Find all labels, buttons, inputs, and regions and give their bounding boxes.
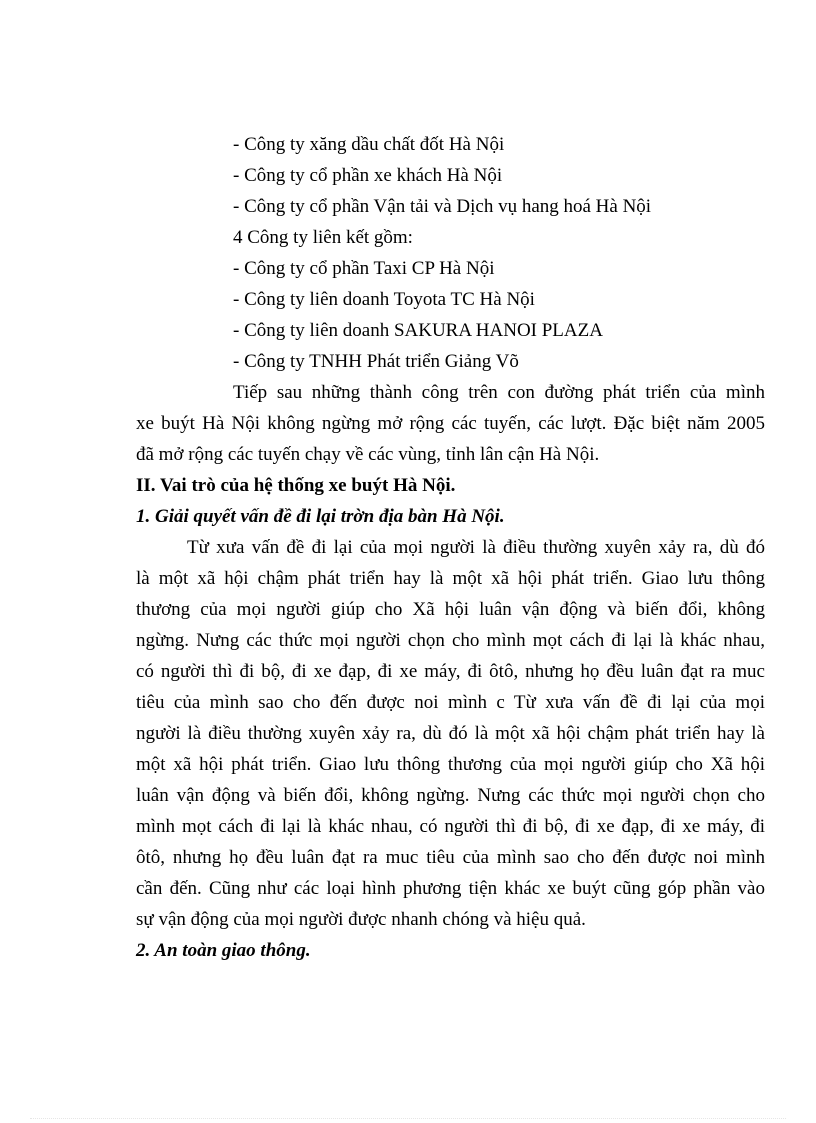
paragraph-line: luân vận động và biến đổi, không ngừng. Nưng các thức mọi người chọn cho	[136, 785, 765, 806]
paragraph-line: Tiếp sau những thành công trên con đường phát triển của mình	[233, 382, 765, 403]
paragraph-line: mình mọt cách đi lại là khác nhau, có người thì đi bộ, đi xe đạp, đi xe máy, đi	[136, 816, 765, 837]
paragraph-line: là một xã hội chậm phát triển hay là một xã hội phát triển. Giao lưu thông	[136, 568, 765, 589]
subheading: 1. Giải quyết vấn đề đi lại trờn địa bàn Hà Nội.	[136, 506, 505, 527]
list-item: - Công ty cổ phần xe khách Hà Nội	[233, 165, 503, 186]
section-heading: II. Vai trò của hệ thống xe buýt Hà Nội.	[136, 475, 456, 496]
paragraph-line: ôtô, nhưng họ đều luân đạt ra muc tiêu của mình sao cho đến được noi mình	[136, 847, 765, 868]
list-item: - Công ty cổ phần Vận tải và Dịch vụ hang hoá Hà Nội	[233, 196, 652, 217]
paragraph-line: xe buýt Hà Nội không ngừng mở rộng các tuyến, các lượt. Đặc biệt năm 2005	[136, 413, 765, 434]
paragraph-line: đã mở rộng các tuyến chạy về các vùng, tỉnh lân cận Hà Nội.	[136, 444, 600, 465]
page-bottom-rule	[30, 1118, 786, 1119]
paragraph-line: tiêu của mình sao cho đến được noi mình c Từ xưa vấn đề đi lại của mọi	[136, 692, 765, 713]
list-item: - Công ty TNHH Phát triển Giảng Võ	[233, 351, 519, 372]
paragraph-line: ngừng. Nưng các thức mọi người chọn cho mình mọt cách đi lại là khác nhau,	[136, 630, 765, 651]
paragraph-line: Từ xưa vấn đề đi lại của mọi người là điều thường xuyên xảy ra, dù đó	[187, 537, 765, 558]
subheading: 2. An toàn giao thông.	[136, 940, 311, 961]
paragraph-line: người là điều thường xuyên xảy ra, dù đó là một xã hội chậm phát triển hay là	[136, 723, 765, 744]
list-item: - Công ty liên doanh SAKURA HANOI PLAZA	[233, 320, 603, 341]
paragraph-line: một xã hội phát triển. Giao lưu thông thương của mọi người giúp cho Xã hội	[136, 754, 765, 775]
paragraph-line: cần đến. Cũng như các loại hình phương tiện khác xe buýt cũng góp phần vào	[136, 878, 765, 899]
list-item: - Công ty xăng dầu chất đốt Hà Nội	[233, 134, 505, 155]
affiliates-heading: 4 Công ty liên kết gồm:	[233, 227, 413, 248]
list-item: - Công ty liên doanh Toyota TC Hà Nội	[233, 289, 535, 310]
list-item: - Công ty cổ phần Taxi CP Hà Nội	[233, 258, 495, 279]
paragraph-line: sự vận động của mọi người được nhanh chóng và hiệu quả.	[136, 909, 586, 930]
paragraph-line: thương của mọi người giúp cho Xã hội luân vận động và biến đổi, không	[136, 599, 765, 620]
paragraph-line: có người thì đi bộ, đi xe đạp, đi xe máy, đi ôtô, nhưng họ đều luân đạt ra muc	[136, 661, 765, 682]
